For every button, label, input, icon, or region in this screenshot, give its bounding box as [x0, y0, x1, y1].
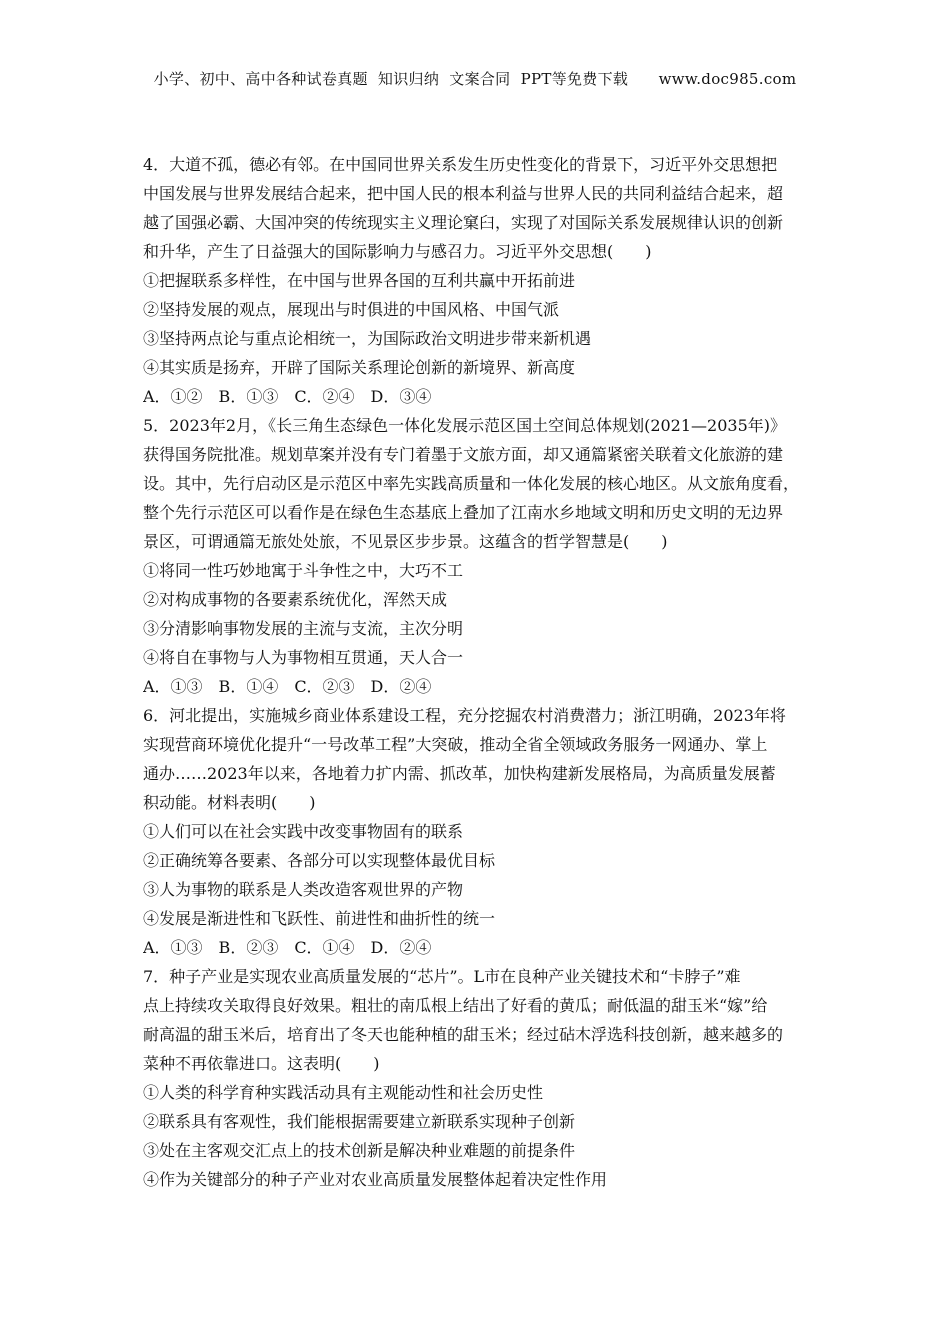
question-6-option-2: ②正确统筹各要素、各部分可以实现整体最优目标 — [143, 851, 496, 870]
question-4-option-1: ①把握联系多样性，在中国与世界各国的互利共赢中开拓前进 — [143, 271, 576, 290]
question-6-option-3: ③人为事物的联系是人类改造客观世界的产物 — [143, 880, 464, 899]
question-7-option-1: ①人类的科学育种实践活动具有主观能动性和社会历史性 — [143, 1083, 544, 1102]
question-6-stem-line-1: 6．河北提出，实施城乡商业体系建设工程，充分挖掘农村消费潜力；浙江明确，2023年将 — [143, 706, 786, 725]
question-5-option-1: ①将同一性巧妙地寓于斗争性之中，大巧不工 — [143, 561, 464, 580]
question-7-stem-line-2: 点上持续攻关取得良好效果。粗壮的南瓜根上结出了好看的黄瓜；耐低温的甜玉米“嫁”给 — [143, 996, 768, 1015]
question-4-stem-line-3: 越了国强必霸、大国冲突的传统现实主义理论窠臼，实现了对国际关系发展规律认识的创新 — [143, 213, 784, 232]
question-5-answers: A．①③ B．①④ C．②③ D．②④ — [143, 677, 432, 696]
question-5-stem-line-5: 景区，可谓通篇无旅处处旅，不见景区步步景。这蕴含的哲学智慧是( ) — [143, 532, 668, 551]
question-6-stem-line-4: 积动能。材料表明( ) — [143, 793, 316, 812]
question-5-stem-line-2: 获得国务院批准。规划草案并没有专门着墨于文旅方面，却又通篇紧密关联着文化旅游的建 — [143, 445, 784, 464]
question-4-option-4: ④其实质是扬弃，开辟了国际关系理论创新的新境界、新高度 — [143, 358, 576, 377]
question-6-option-1: ①人们可以在社会实践中改变事物固有的联系 — [143, 822, 464, 841]
page-header: 小学、初中、高中各种试卷真题 知识归纳 文案合同 PPT等免费下载 www.doc985.com — [153, 70, 797, 88]
question-5-option-3: ③分清影响事物发展的主流与支流，主次分明 — [143, 619, 464, 638]
question-4-stem-line-1: 4．大道不孤，德必有邻。在中国同世界关系发生历史性变化的背景下，习近平外交思想把 — [143, 155, 778, 174]
question-6-stem-line-3: 通办……2023年以来，各地着力扩内需、抓改革，加快构建新发展格局，为高质量发展蓄 — [143, 764, 776, 783]
question-5-stem-line-4: 整个先行示范区可以看作是在绿色生态基底上叠加了江南水乡地域文明和历史文明的无边界 — [143, 503, 784, 522]
question-4-answers: A．①② B．①③ C．②④ D．③④ — [143, 387, 432, 406]
question-6-option-4: ④发展是渐进性和飞跃性、前进性和曲折性的统一 — [143, 909, 496, 928]
question-7-option-2: ②联系具有客观性，我们能根据需要建立新联系实现种子创新 — [143, 1112, 576, 1131]
question-5-option-4: ④将自在事物与人为事物相互贯通，天人合一 — [143, 648, 464, 667]
question-6-answers: A．①③ B．②③ C．①④ D．②④ — [143, 938, 432, 957]
question-4-option-3: ③坚持两点论与重点论相统一，为国际政治文明进步带来新机遇 — [143, 329, 592, 348]
question-4-stem-line-4: 和升华，产生了日益强大的国际影响力与感召力。习近平外交思想( ) — [143, 242, 652, 261]
question-7-stem-line-3: 耐高温的甜玉米后，培育出了冬天也能种植的甜玉米；经过砧木浮选科技创新，越来越多的 — [143, 1025, 784, 1044]
question-7-option-4: ④作为关键部分的种子产业对农业高质量发展整体起着决定性作用 — [143, 1170, 608, 1189]
question-7-stem-line-4: 菜种不再依靠进口。这表明( ) — [143, 1054, 380, 1073]
question-6-stem-line-2: 实现营商环境优化提升“一号改革工程”大突破，推动全省全领域政务服务一网通办、掌上 — [143, 735, 768, 754]
question-list — [143, 150, 813, 1194]
question-4-stem-line-2: 中国发展与世界发展结合起来，把中国人民的根本利益与世界人民的共同利益结合起来，超 — [143, 184, 784, 203]
question-5-stem-line-3: 设。其中，先行启动区是示范区中率先实践高质量和一体化发展的核心地区。从文旅角度看， — [143, 474, 800, 493]
question-4 — [143, 150, 813, 411]
question-4-option-2: ②坚持发展的观点，展现出与时俱进的中国风格、中国气派 — [143, 300, 560, 319]
question-7-option-3: ③处在主客观交汇点上的技术创新是解决种业难题的前提条件 — [143, 1141, 576, 1160]
question-7-stem-line-1: 7．种子产业是实现农业高质量发展的“芯片”。L市在良种产业关键技术和“卡脖子”难 — [143, 967, 741, 986]
question-5-stem-line-1: 5．2023年2月，《长三角生态绿色一体化发展示范区国土空间总体规划(2021—2035年)》 — [143, 416, 787, 435]
question-7 — [143, 962, 813, 1194]
question-5-option-2: ②对构成事物的各要素系统优化，浑然天成 — [143, 590, 448, 609]
question-5 — [143, 411, 813, 701]
question-6 — [143, 701, 813, 962]
